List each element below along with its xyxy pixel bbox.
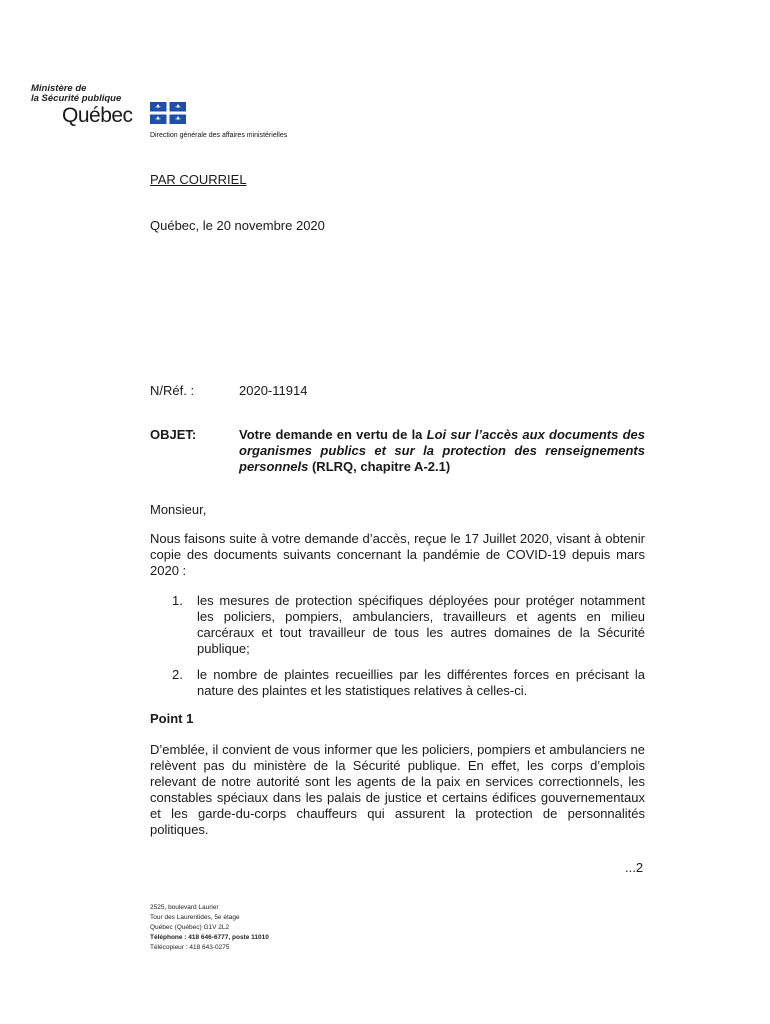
list-item-number: 1. bbox=[172, 593, 183, 608]
subject-label: OBJET: bbox=[150, 427, 197, 442]
reference-label: N/Réf. : bbox=[150, 383, 195, 398]
page-continuation: ...2 bbox=[625, 860, 644, 875]
delivery-mode: PAR COURRIEL bbox=[150, 172, 247, 187]
subject-text bbox=[239, 427, 645, 475]
footer-address bbox=[150, 903, 269, 953]
letter-date: Québec, le 20 novembre 2020 bbox=[150, 218, 325, 233]
point1-paragraph: D’emblée, il convient de vous informer que les policiers, pompiers et ambulanciers ne relèvent pas du ministère de la Sécurité publique. En effet, les corps d’emplois relevant de notre autorité sont les agents de la paix en services correctionnels, les constables spéciaux dans les palais de justice et certains édifices gouvernementaux et les garde-du-corps chauffeurs qui assurent la protection de personnalités politiques. bbox=[150, 742, 645, 837]
department-direction: Direction générale des affaires ministérielles bbox=[150, 132, 288, 139]
footer-address-line2: Tour des Laurentides, 5e étage bbox=[150, 914, 240, 921]
list-item-text: les mesures de protection spécifiques déployées pour protéger notamment les policiers, pompiers, ambulanciers, travailleurs et agents en milieu carcéraux et tout travailleur de tous les autres domaines de la Sécurité publique; bbox=[197, 593, 645, 656]
section-heading: Point 1 bbox=[150, 711, 194, 726]
salutation: Monsieur, bbox=[150, 502, 207, 517]
footer-address-line3: Québec (Québec) G1V 2L2 bbox=[150, 924, 230, 931]
intro-paragraph: Nous faisons suite à votre demande d’accès, reçue le 17 Juillet 2020, visant à obtenir copie des documents suivants concernant la pandémie de COVID-19 depuis mars 2020 : bbox=[150, 531, 645, 578]
reference-number: 2020-11914 bbox=[239, 383, 308, 398]
footer-address-line1: 2525, boulevard Laurier bbox=[150, 904, 219, 911]
quebec-flag-icon bbox=[150, 102, 186, 124]
list-item-text: le nombre de plaintes recueillies par les différentes forces en précisant la nature des plaintes et les statistiques relatives à celles-ci. bbox=[197, 667, 645, 698]
footer-phone: Téléphone : 418 646-6777, poste 11010 bbox=[150, 934, 269, 941]
subject-text-part2: (RLRQ, chapitre A-2.1) bbox=[308, 459, 451, 474]
subject-law-title: Loi sur l’accès aux documents des organismes publics et sur la protection des renseignements personnels bbox=[239, 427, 645, 474]
ministry-name-line1: Ministère de bbox=[31, 83, 87, 94]
subject-text-part1: Votre demande en vertu de la bbox=[239, 427, 427, 442]
ministry-name-line2: la Sécurité publique bbox=[31, 93, 122, 104]
footer-fax: Télécopieur : 418 643-0275 bbox=[150, 944, 230, 951]
list-item-number: 2. bbox=[172, 667, 183, 682]
ministry-name bbox=[31, 84, 121, 104]
quebec-wordmark: Québec bbox=[62, 104, 133, 127]
